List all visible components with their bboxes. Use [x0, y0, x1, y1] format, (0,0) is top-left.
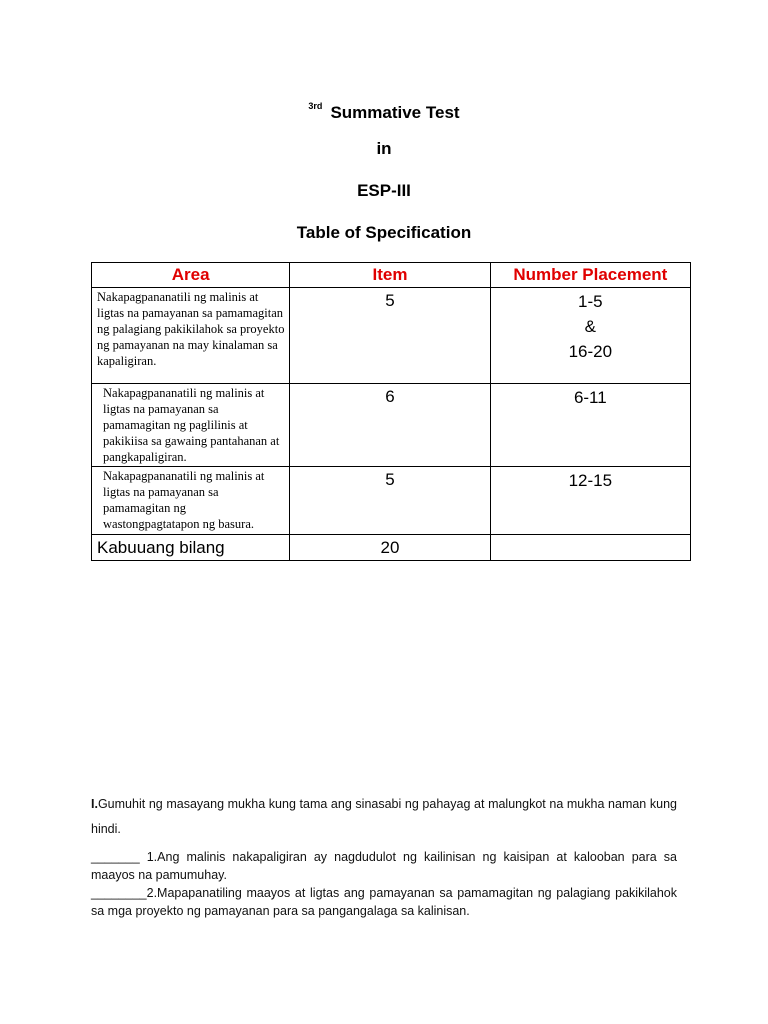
item-cell — [290, 467, 490, 535]
table-total-row — [92, 535, 691, 561]
table-header-row — [92, 263, 691, 288]
item-cell — [290, 288, 490, 384]
table-row — [92, 467, 691, 535]
specification-table — [91, 262, 691, 561]
total-label-cell — [92, 535, 290, 561]
title-table-of-specification: Table of Specification — [296, 223, 472, 242]
item-count: 5 — [385, 470, 395, 489]
total-label: Kabuuang bilang — [97, 537, 225, 557]
item-count: 5 — [385, 291, 395, 310]
title-in: in — [376, 139, 392, 158]
question-item: ________2.Mapapanatiling maayos at ligtas ang pamayanan sa pamamagitan ng palagiang pakikilahok sa mga proyekto ng pamayanan para sa pangangalaga sa kalinisan. — [91, 886, 677, 918]
header-area: Area — [92, 263, 290, 288]
header-item: Item — [290, 263, 490, 288]
table-row — [92, 384, 691, 467]
instruction-text: Gumuhit ng masayang mukha kung tama ang sinasabi ng pahayag at malungkot na mukha naman kung hindi. — [91, 797, 677, 836]
area-text: Nakapagpananatili ng malinis at ligtas na pamayanan sa pamamagitan ng palagiang pakikilahok sa proyekto ng pamayanan na may kinalaman sa kapaligiran. — [97, 290, 285, 368]
placement-value: 16-20 — [568, 342, 613, 361]
total-placement-cell — [490, 535, 690, 561]
question-list — [91, 848, 677, 920]
area-cell — [92, 467, 290, 535]
area-text: Nakapagpananatili ng malinis at ligtas na pamayanan sa pamamagitan ng wastongpagtatapon ng basura. — [103, 469, 265, 531]
area-text: Nakapagpananatili ng malinis at ligtas na pamayanan sa pamamagitan ng paglilinis at pakikiisa sa gawaing pantahanan at pangkapaligiran. — [103, 386, 280, 464]
total-items: 20 — [380, 538, 400, 557]
placement-value: 1-5 — [578, 292, 603, 311]
table-row — [92, 288, 691, 384]
header-number-placement: Number Placement — [490, 263, 690, 288]
title-summative-test — [0, 96, 768, 123]
placement-value: & — [584, 317, 596, 336]
title-subject: ESP-III — [357, 181, 411, 200]
placement-value: 12-15 — [568, 471, 613, 490]
placement-cell — [490, 288, 690, 384]
item-cell — [290, 384, 490, 467]
question-item: _______ 1.Ang malinis nakapaligiran ay nagdudulot ng kailinisan ng kaisipan at kalooban para sa maayos na pamumuhay. — [91, 850, 677, 882]
title-text: Summative Test — [330, 103, 460, 122]
area-cell — [92, 288, 290, 384]
section-marker: I. — [91, 797, 98, 811]
total-items-cell — [290, 535, 490, 561]
item-count: 6 — [385, 387, 395, 406]
ordinal-superscript: 3rd — [308, 101, 323, 111]
test-instruction — [91, 792, 677, 842]
area-cell — [92, 384, 290, 467]
placement-cell — [490, 467, 690, 535]
placement-value: 6-11 — [573, 388, 607, 407]
placement-cell — [490, 384, 690, 467]
